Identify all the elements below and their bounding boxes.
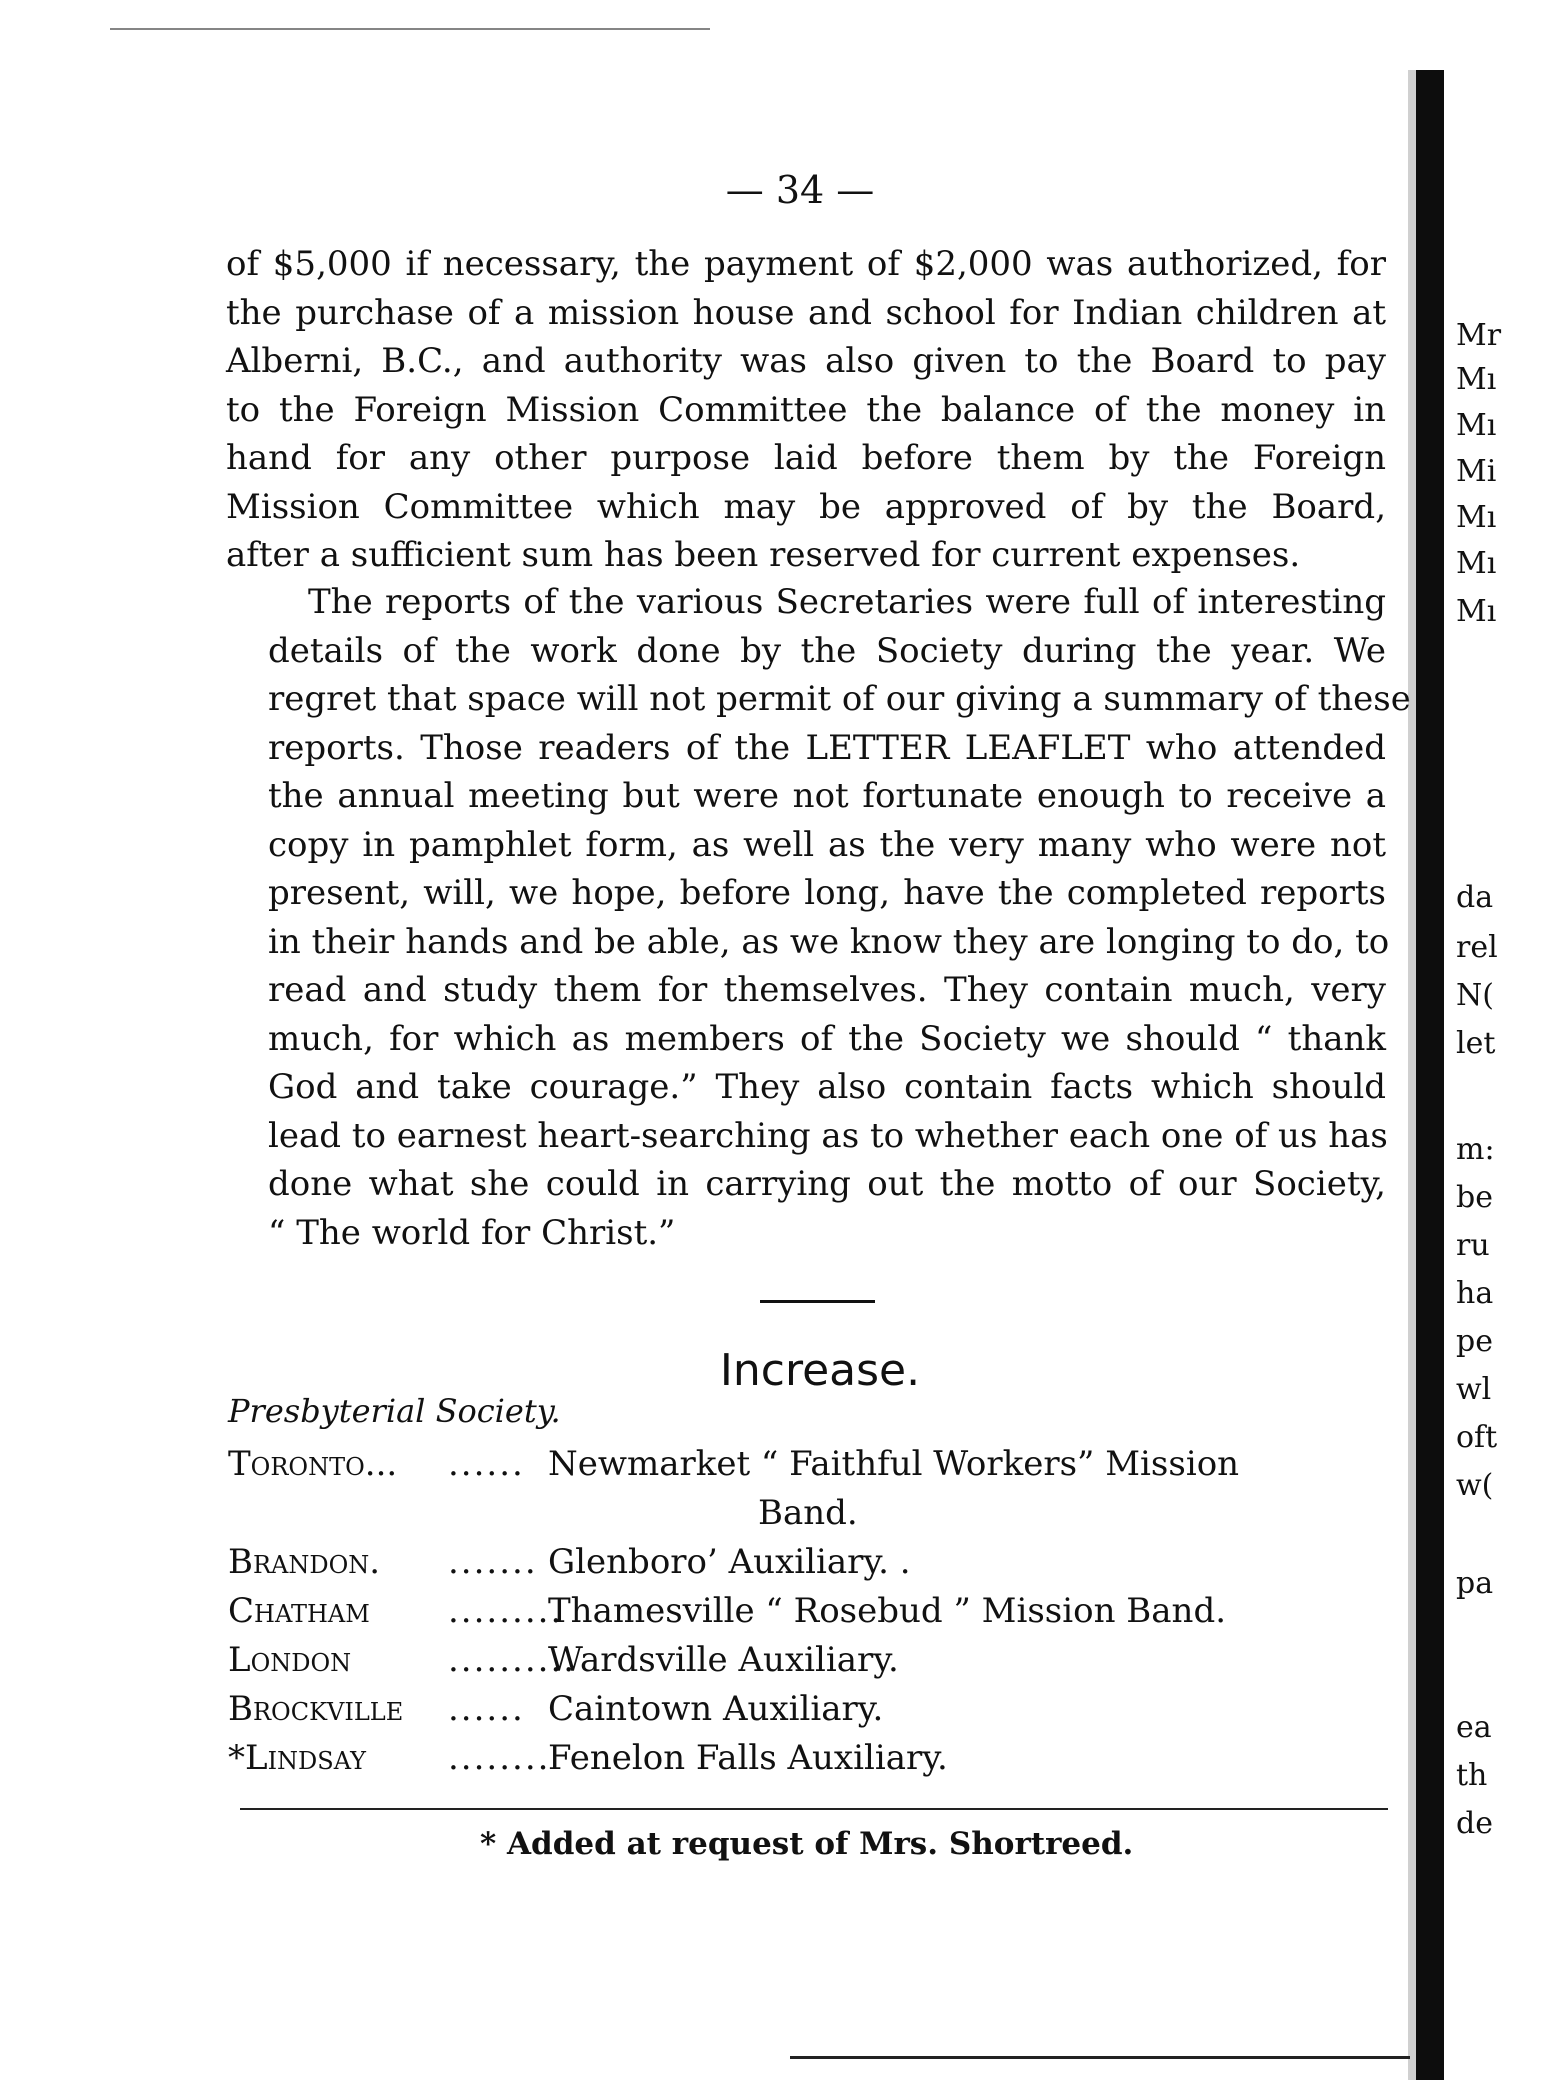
increase-list: [228, 1440, 1388, 1783]
text-line: Mission Committee which may be approved of by the Board,: [226, 486, 1386, 527]
entry-description: Glenboro’ Auxiliary. .: [548, 1542, 911, 1582]
facing-page-fragments: [1456, 0, 1559, 2084]
entry-description: Thamesville “ Rosebud ” Mission Band.: [548, 1591, 1227, 1631]
paragraph-2: [226, 578, 1411, 1257]
entry-place: *Lindsay: [228, 1738, 366, 1778]
bottom-scan-artifact: [790, 2056, 1410, 2059]
text-line: present, will, we hope, before long, have the completed reports: [268, 873, 1386, 913]
section-subheading: Presbyterial Society.: [228, 1392, 561, 1430]
text-line: Alberni, B.C., and authority was also given to the Board to pay: [226, 341, 1386, 381]
facing-page-fragment: de: [1456, 1806, 1493, 1841]
text-line: the purchase of a mission house and school for Indian children at: [226, 292, 1386, 333]
facing-page-fragment: m:: [1456, 1132, 1495, 1167]
facing-page-fragment: w(: [1456, 1468, 1494, 1503]
entry-leader: .......: [448, 1542, 538, 1582]
list-item: [228, 1538, 1388, 1587]
text-line: God and take courage.” They also contain facts which should: [268, 1067, 1386, 1107]
facing-page-fragment: be: [1456, 1180, 1493, 1215]
facing-page-fragment: ha: [1456, 1276, 1494, 1311]
list-item: [228, 1636, 1388, 1685]
text-line: The reports of the various Secretaries were full of interesting: [308, 582, 1386, 622]
text-line: “ The world for Christ.”: [268, 1212, 676, 1253]
facing-page-fragment: da: [1456, 880, 1494, 915]
entry-leader: ..........: [448, 1640, 577, 1680]
facing-page-fragment: Mı: [1456, 500, 1497, 535]
list-item: [228, 1440, 1388, 1489]
text-line: regret that space will not permit of our giving a summary of these: [268, 679, 1411, 719]
list-item-continuation: [228, 1489, 1388, 1538]
entry-leader: ........: [448, 1738, 551, 1778]
facing-page-fragment: pe: [1456, 1324, 1493, 1359]
top-scan-artifact: [110, 28, 710, 30]
facing-page-fragment: rel: [1456, 930, 1498, 965]
entry-leader: ......: [448, 1689, 525, 1729]
entry-description: Fenelon Falls Auxiliary.: [548, 1738, 948, 1778]
text-line: done what she could in carrying out the motto of our Society,: [268, 1164, 1386, 1204]
entry-place: London: [228, 1640, 352, 1680]
facing-page-fragment: N(: [1456, 978, 1494, 1013]
facing-page-fragment: th: [1456, 1758, 1488, 1793]
facing-page-fragment: Mr: [1456, 318, 1502, 353]
entry-continuation: Band.: [758, 1493, 858, 1533]
entry-place: Chatham: [228, 1591, 370, 1631]
footnote-rule: [240, 1808, 1388, 1810]
facing-page-fragment: oft: [1456, 1420, 1498, 1455]
facing-page-fragment: pa: [1456, 1566, 1494, 1601]
text-line: reports. Those readers of the LETTER LEAFLET who attended: [268, 727, 1386, 768]
list-item: [228, 1685, 1388, 1734]
binding-shadow: [1408, 70, 1416, 2080]
text-line: much, for which as members of the Society we should “ thank: [268, 1018, 1386, 1059]
page-number: — 34 —: [725, 168, 875, 212]
entry-description: Wardsville Auxiliary.: [548, 1640, 899, 1680]
paragraph-1: [226, 240, 1386, 580]
facing-page-fragment: let: [1456, 1026, 1496, 1061]
text-line: after a sufficient sum has been reserved for current expenses.: [226, 535, 1301, 575]
text-line: details of the work done by the Society during the year. We: [268, 630, 1386, 671]
entry-leader: .........: [448, 1591, 564, 1631]
entry-place: Toronto...: [228, 1444, 398, 1484]
entry-description: Caintown Auxiliary.: [548, 1689, 884, 1729]
section-divider: [760, 1300, 875, 1303]
list-item: [228, 1734, 1388, 1783]
book-spine: [1416, 70, 1444, 2080]
entry-place: Brockville: [228, 1689, 404, 1729]
text-line: to the Foreign Mission Committee the balance of the money in: [226, 389, 1386, 430]
text-line: copy in pamphlet form, as well as the very many who were not: [268, 824, 1386, 865]
text-line: in their hands and be able, as we know they are longing to do, to: [268, 921, 1390, 962]
facing-page-fragment: Mı: [1456, 362, 1497, 397]
entry-leader: ......: [448, 1444, 525, 1484]
text-line: the annual meeting but were not fortunate enough to receive a: [268, 776, 1386, 816]
facing-page-fragment: Mı: [1456, 408, 1497, 443]
entry-place: Brandon.: [228, 1542, 381, 1582]
facing-page-fragment: ru: [1456, 1228, 1490, 1263]
text-line: lead to earnest heart-searching as to whether each one of us has: [268, 1115, 1388, 1156]
section-heading: Increase.: [719, 1345, 921, 1396]
entry-description: Newmarket “ Faithful Workers” Mission: [548, 1444, 1240, 1484]
text-line: of $5,000 if necessary, the payment of $2,000 was authorized, for: [226, 244, 1386, 284]
text-line: read and study them for themselves. They contain much, very: [268, 970, 1386, 1010]
facing-page-fragment: wl: [1456, 1372, 1492, 1407]
facing-page-fragment: ea: [1456, 1710, 1492, 1745]
footnote: * Added at request of Mrs. Shortreed.: [480, 1826, 1134, 1862]
list-item: [228, 1587, 1388, 1636]
facing-page-fragment: Mı: [1456, 594, 1497, 629]
facing-page-fragment: Mı: [1456, 546, 1497, 581]
text-line: hand for any other purpose laid before them by the Foreign: [226, 438, 1386, 478]
facing-page-fragment: Mi: [1456, 454, 1497, 489]
